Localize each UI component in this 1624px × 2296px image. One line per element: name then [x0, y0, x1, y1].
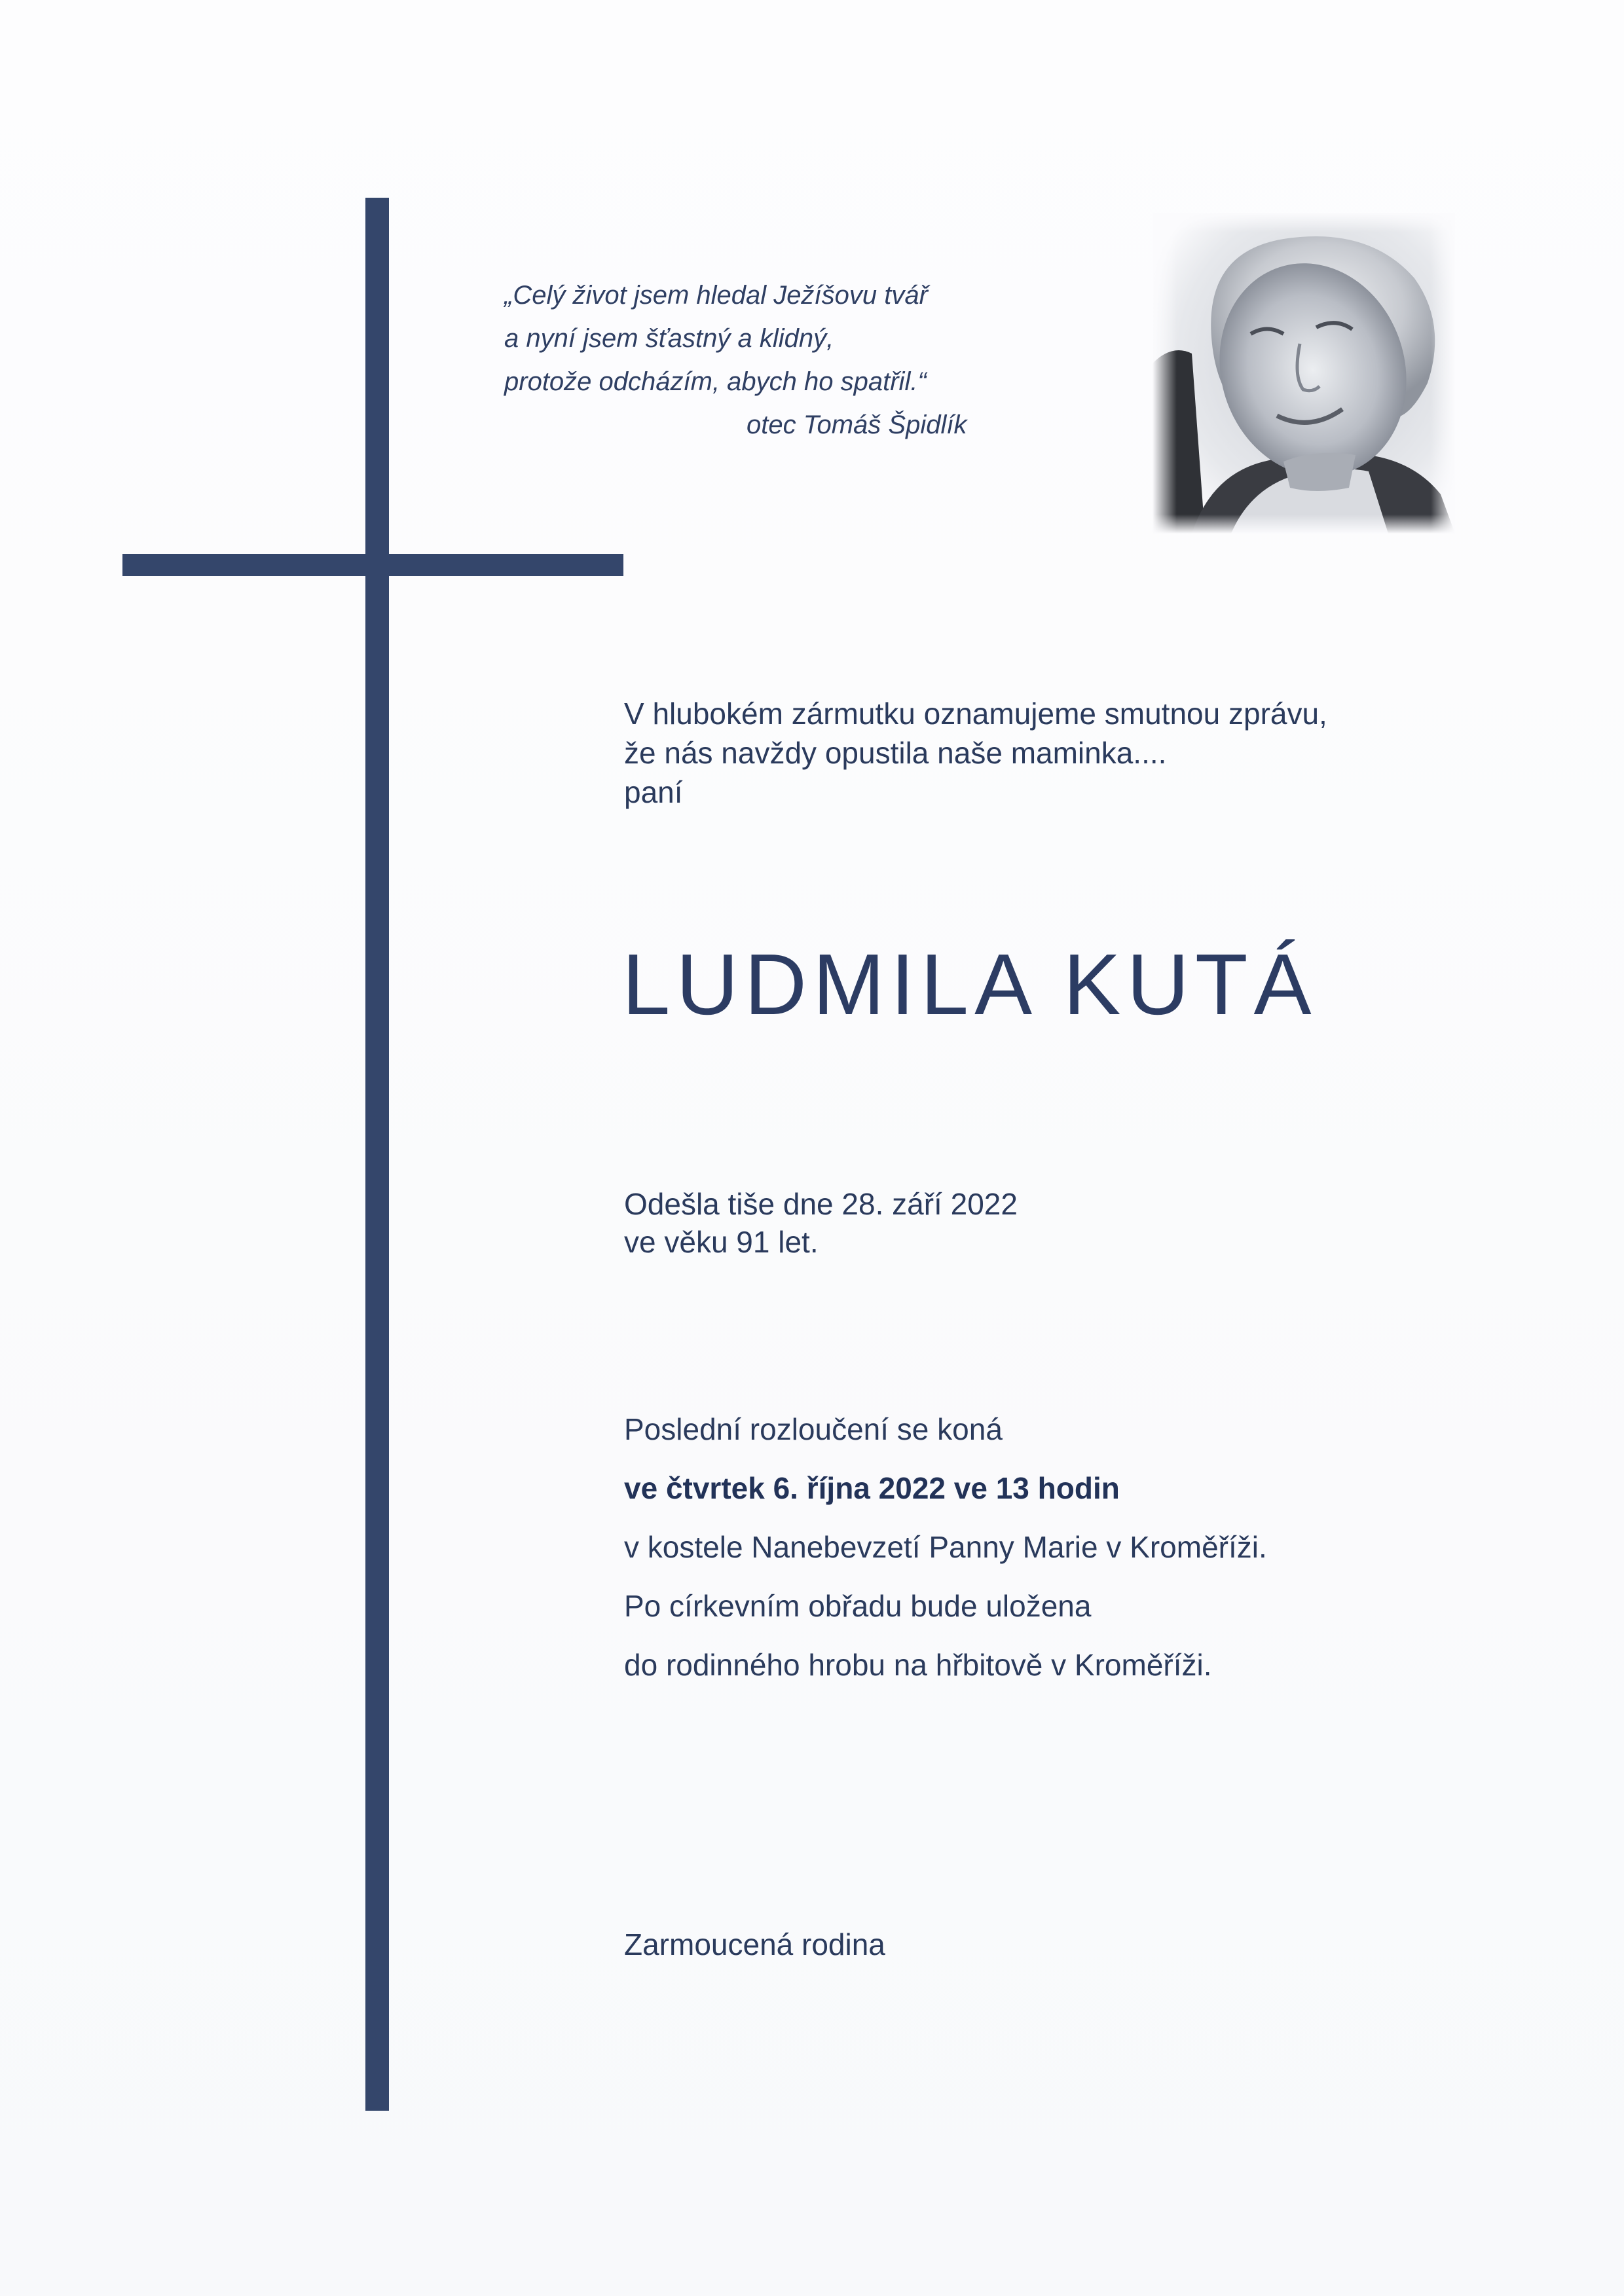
family-signature: Zarmoucená rodina — [624, 1927, 885, 1961]
cross-vertical-bar — [365, 198, 389, 2111]
quote-block — [504, 274, 1028, 446]
date-of-death-block — [624, 1185, 1410, 1261]
quote-author: otec Tomáš Špidlík — [747, 410, 967, 439]
funeral-line: Poslední rozloučení se koná — [624, 1412, 1003, 1446]
passed-line: ve věku 91 let. — [624, 1225, 819, 1259]
announcement-intro — [624, 694, 1475, 812]
passed-line: Odešla tiše dne 28. září 2022 — [624, 1187, 1018, 1221]
funeral-line: v kostele Nanebevzetí Panny Marie v Kroměříži. — [624, 1530, 1267, 1564]
intro-line: V hlubokém zármutku oznamujeme smutnou zprávu, — [624, 697, 1327, 731]
funeral-date-time: ve čtvrtek 6. října 2022 ve 13 hodin — [624, 1471, 1120, 1505]
funeral-details — [624, 1400, 1541, 1694]
quote-line: „Celý život jsem hledal Ježíšovu tvář — [504, 281, 928, 310]
quote-line: a nyní jsem šťastný a klidný, — [504, 324, 834, 353]
funeral-line: Po církevním obřadu bude uložena — [624, 1589, 1092, 1623]
deceased-name: LUDMILA KUTÁ — [622, 936, 1318, 1032]
intro-line: paní — [624, 775, 683, 809]
cross-horizontal-bar — [122, 554, 623, 576]
portrait-photo-icon — [1153, 213, 1455, 534]
portrait-photo — [1153, 213, 1455, 534]
funeral-line: do rodinného hrobu na hřbitově v Kroměříži. — [624, 1648, 1212, 1682]
quote-line: protože odcházím, abych ho spatřil.“ — [504, 367, 927, 396]
intro-line: že nás navždy opustila naše maminka.... — [624, 736, 1167, 770]
